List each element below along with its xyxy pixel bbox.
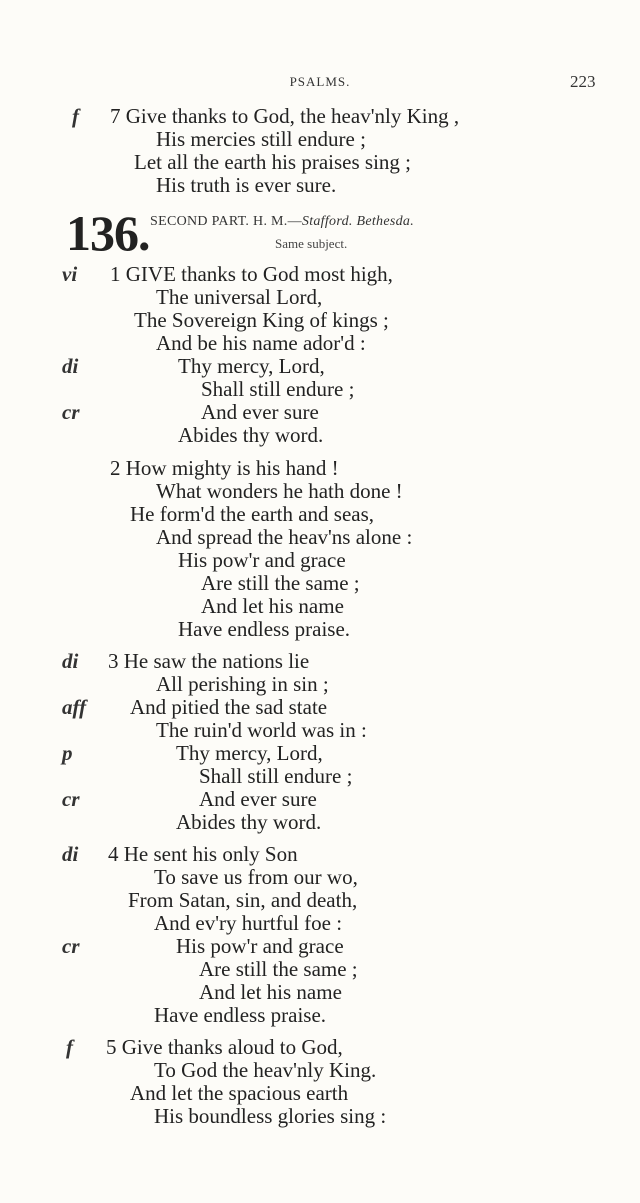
verse-line: And spread the heav'ns alone : xyxy=(156,525,413,549)
verse-line: The ruin'd world was in : xyxy=(156,718,367,742)
hymn-number: 136. xyxy=(66,205,150,261)
verse-line: His truth is ever sure. xyxy=(156,173,337,197)
verse-line: Thy mercy, Lord, xyxy=(176,741,323,765)
verse-line: Let all the earth his praises sing ; xyxy=(134,150,412,174)
dynamic-mark: di xyxy=(62,842,79,866)
verse-line: He form'd the earth and seas, xyxy=(130,502,375,526)
verse-line: 5 Give thanks aloud to God, xyxy=(106,1035,343,1059)
dynamic-mark: cr xyxy=(62,787,80,811)
verse-line: His pow'r and grace xyxy=(176,934,344,958)
dynamic-mark: cr xyxy=(62,400,80,424)
hymn-subtitle: Same subject. xyxy=(275,236,348,251)
verse-line: Abides thy word. xyxy=(178,423,324,447)
verse-line: The Sovereign King of kings ; xyxy=(134,308,389,332)
verse-line: 1 GIVE thanks to God most high, xyxy=(110,262,393,286)
verse-line: And ever sure xyxy=(201,400,319,424)
verse-line: And ever sure xyxy=(199,787,317,811)
dynamic-mark: aff xyxy=(62,695,87,719)
dynamic-mark: p xyxy=(62,741,73,765)
dynamic-mark: f xyxy=(72,104,79,128)
running-head: PSALMS. xyxy=(289,74,351,89)
dynamic-mark: f xyxy=(66,1035,73,1059)
hymn-heading xyxy=(150,214,414,230)
verse-line: To God the heav'nly King. xyxy=(154,1058,377,1082)
verse-line: And ev'ry hurtful foe : xyxy=(154,911,343,935)
hymn-tunes: Stafford. Bethesda. xyxy=(301,214,415,229)
dynamic-mark: vi xyxy=(62,262,78,286)
verse-line: What wonders he hath done ! xyxy=(156,479,403,503)
verse-line: Shall still endure ; xyxy=(199,764,353,788)
verse-line: His pow'r and grace xyxy=(178,548,346,572)
verse-line: And be his name ador'd : xyxy=(156,331,366,355)
verse-line: Are still the same ; xyxy=(199,957,358,981)
hymn-part: SECOND PART. H. M.— xyxy=(150,214,302,229)
verse-line: And pitied the sad state xyxy=(130,695,328,719)
verse-line: Are still the same ; xyxy=(201,571,360,595)
page-number: 223 xyxy=(570,72,596,91)
verse-line: To save us from our wo, xyxy=(154,865,358,889)
verse-line: Abides thy word. xyxy=(176,810,322,834)
dynamic-mark: di xyxy=(62,354,79,378)
dynamic-mark: di xyxy=(62,649,79,673)
verse-line: 3 He saw the nations lie xyxy=(108,649,310,673)
verse-line: From Satan, sin, and death, xyxy=(128,888,358,912)
dynamic-mark: cr xyxy=(62,934,80,958)
verse-line: His mercies still endure ; xyxy=(156,127,366,151)
verse-line: 7 Give thanks to God, the heav'nly King , xyxy=(110,104,460,128)
verse-line: And let his name xyxy=(201,594,344,618)
verse-line: Have endless praise. xyxy=(154,1003,327,1027)
verse-line: All perishing in sin ; xyxy=(156,672,329,696)
verse-line: The universal Lord, xyxy=(156,285,323,309)
verse-line: His boundless glories sing : xyxy=(154,1104,387,1128)
verse-line: Have endless praise. xyxy=(178,617,351,641)
verse-line: 4 He sent his only Son xyxy=(108,842,298,866)
verse-line: Thy mercy, Lord, xyxy=(178,354,325,378)
verse-line: Shall still endure ; xyxy=(201,377,355,401)
verse-line: And let his name xyxy=(199,980,342,1004)
verse-line: And let the spacious earth xyxy=(130,1081,349,1105)
verse-line: 2 How mighty is his hand ! xyxy=(110,456,339,480)
